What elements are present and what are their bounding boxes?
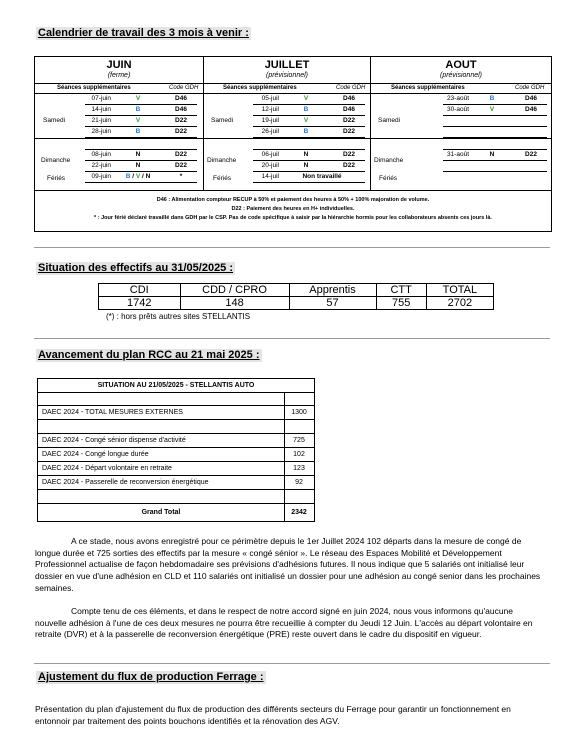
label-feries: Fériés: [213, 175, 232, 182]
slash: /: [130, 173, 136, 180]
date-cell: 09-juin: [85, 172, 111, 183]
code-gdh-header: Code GDH: [336, 85, 366, 91]
team-cell: N: [279, 150, 333, 161]
non-travaille-cell: Non travaillé: [279, 172, 365, 183]
ferrage-heading: Ajustement du flux de production Ferrage :: [38, 671, 264, 683]
team-cell: V: [469, 105, 515, 116]
code-cell: D22: [333, 127, 365, 138]
code-cell: D46: [165, 94, 197, 105]
label-samedi: Samedi: [378, 117, 401, 124]
code-cell: D46: [515, 94, 547, 105]
rcc-value: 123: [293, 465, 305, 472]
rcc-label: DAEC 2024 - TOTAL MESURES EXTERNES: [42, 409, 183, 416]
month-status: (prévisionnel): [439, 72, 483, 79]
month-juin-header: [35, 57, 204, 84]
seances-header: Séances supplémentaires: [391, 85, 465, 91]
rcc-value: 725: [293, 437, 305, 444]
code-cell: D46: [333, 105, 365, 116]
date-cell: 28-juin: [85, 127, 111, 138]
code-cell: D22: [165, 150, 197, 161]
section-separator: [34, 338, 550, 339]
date-cell: 07-juin: [85, 94, 111, 105]
date-cell: 21-juin: [85, 116, 111, 127]
code-cell: *: [165, 172, 197, 183]
rcc-total-label: Grand Total: [141, 509, 181, 516]
team-cell: B: [279, 105, 333, 116]
month-divider: [370, 57, 371, 191]
rcc-total-value: 2342: [291, 509, 307, 516]
paragraph-adhesions: A ce stade, nous avons enregistré pour ce périmètre depuis le 1er Juillet 2024 102 départs dans la mesure de congé de longue durée et 725 sorties des effectifs par la mesure « congé sénior ». Le réseau des Espaces Mobilité et Développement Professionnel actualise de façon hebdomadaire ses prévisions d'adhésions futures. Il nous indique que 5 salariés ont initialisé leur dossier en vue d'une adhésion en CLD et 110 salariés ont initialisé un dossier pour une adhésion au congé senior dans les prochaines semaines.: [35, 536, 541, 593]
header-cdi: CDI: [99, 284, 181, 297]
label-samedi: Samedi: [211, 117, 234, 124]
date-cell: 12-juil: [253, 105, 279, 116]
team-cell: N: [111, 161, 165, 172]
team-cell: V: [279, 116, 333, 127]
rcc-row: [38, 462, 314, 476]
team-cell: N: [469, 150, 515, 161]
label-dimanche: Dimanche: [374, 157, 404, 164]
code-cell: D46: [333, 94, 365, 105]
date-cell: 31-août: [443, 150, 469, 161]
date-cell: 20-juil: [253, 161, 279, 172]
empty-row: [253, 139, 365, 150]
note-star: * : Jour férié déclaré travaillé dans GDH par le CSP. Pas de code spécifique à saisir par la hiérarchie hormis pour les collaborateurs absents ces jours là.: [94, 215, 492, 221]
label-feries: Fériés: [379, 175, 398, 182]
code-cell: D22: [333, 150, 365, 161]
label-feries: Fériés: [47, 175, 66, 182]
effectifs-footnote: (*) : hors prêts autres sites STELLANTIS: [106, 312, 251, 321]
rcc-value: 102: [293, 451, 305, 458]
code-cell: D22: [165, 127, 197, 138]
date-cell: 19-juil: [253, 116, 279, 127]
team-b: B: [125, 173, 131, 180]
rcc-title: SITUATION AU 21/05/2025 - STELLANTIS AUTO: [38, 379, 314, 393]
label-samedi: Samedi: [43, 117, 66, 124]
empty-row: [443, 139, 547, 150]
code-cell: D22: [165, 116, 197, 127]
effectifs-value-row: [99, 297, 494, 310]
note-d22: D22 : Paiement des heures en H+ individuelles.: [231, 206, 355, 212]
empty-row: [443, 161, 547, 172]
label-dimanche: Dimanche: [207, 157, 237, 164]
empty-row: [38, 420, 314, 434]
month-aout-header: [371, 57, 551, 84]
rcc-value: 92: [295, 479, 303, 486]
code-gdh-header: Code GDH: [169, 85, 199, 91]
empty-row: [443, 116, 547, 127]
section-separator: [34, 663, 550, 664]
code-cell: D22: [165, 161, 197, 172]
team-cell: N: [111, 150, 165, 161]
value-ctt: 755: [376, 297, 426, 310]
date-cell: 22-juin: [85, 161, 111, 172]
date-cell: 23-août: [443, 94, 469, 105]
date-cell: 30-août: [443, 105, 469, 116]
rcc-label: DAEC 2024 - Départ volontaire en retraite: [42, 465, 172, 472]
team-cell: B: [111, 105, 165, 116]
month-divider: [203, 57, 204, 191]
rcc-label: DAEC 2024 - Congé sénior dispense d'activité: [42, 437, 186, 444]
team-v: V: [135, 173, 141, 180]
month-status: (prévisionnel): [265, 72, 309, 79]
rcc-row: [38, 448, 314, 462]
label-dimanche: Dimanche: [41, 157, 71, 164]
value-apprentis: 57: [289, 297, 376, 310]
value-cdi: 1742: [99, 297, 181, 310]
section-separator: [34, 247, 550, 248]
month-name: AOUT: [445, 59, 477, 71]
month-juillet-header: [204, 57, 371, 84]
team-cell: V: [279, 94, 333, 105]
code-gdh-header: Code GDH: [515, 85, 545, 91]
rcc-row: [38, 476, 314, 490]
empty-row: [38, 392, 314, 406]
code-cell: D46: [515, 105, 547, 116]
empty-row: [85, 139, 197, 150]
effectifs-heading: Situation des effectifs au 31/05/2025 :: [38, 262, 234, 274]
month-status: (ferme): [107, 72, 131, 79]
month-name: JUIN: [106, 59, 132, 71]
rcc-label: DAEC 2024 - Congé longue durée: [42, 451, 149, 458]
code-cell: D22: [333, 161, 365, 172]
code-cell: D46: [165, 105, 197, 116]
team-cell: [111, 172, 165, 183]
seances-header: Séances supplémentaires: [57, 85, 131, 91]
month-name: JUILLET: [264, 59, 310, 71]
header-ctt: CTT: [376, 284, 426, 297]
effectifs-header-row: [99, 284, 494, 297]
slash: /: [140, 173, 146, 180]
calendar-heading: Calendrier de travail des 3 mois à venir :: [38, 27, 249, 39]
team-cell: B: [279, 127, 333, 138]
header-total: TOTAL: [426, 284, 493, 297]
date-cell: 14-juin: [85, 105, 111, 116]
rcc-label: DAEC 2024 - Passerelle de reconversion énergétique: [42, 479, 209, 486]
rcc-row: [38, 406, 314, 420]
empty-row: [443, 127, 547, 138]
value-total: 2702: [426, 297, 493, 310]
date-cell: 26-juil: [253, 127, 279, 138]
rcc-heading: Avancement du plan RCC au 21 mai 2025 :: [38, 349, 260, 361]
note-d46: D46 : Alimentation compteur RECUP à 50% et paiement des heures à 50% + 100% majoration de volume.: [156, 197, 430, 203]
team-cell: V: [111, 116, 165, 127]
team-cell: B: [111, 127, 165, 138]
rcc-row: [38, 434, 314, 448]
code-cell: D22: [333, 116, 365, 127]
team-cell: V: [111, 94, 165, 105]
team-n: N: [145, 173, 151, 180]
rcc-table: [37, 378, 315, 522]
effectifs-table: [98, 283, 494, 310]
paragraph-accord: Compte tenu de ces éléments, et dans le respect de notre accord signé en juin 2024, nous vous informons qu'aucune nouvelle adhésion à l'une de ces deux mesures ne pourra être recueillie à compter du Jeudi 12 Juin. L'accès au départ volontaire en retraite (DVR) et à la passerelle de reconversion énergétique (PRE) reste ouvert dans le cadre du dispositif en vigueur.: [35, 606, 533, 640]
value-cdd: 148: [180, 297, 289, 310]
date-cell: 06-juil: [253, 150, 279, 161]
header-apprentis: Apprentis: [289, 284, 376, 297]
paragraph-ferrage: Présentation du plan d'ajustement du flux de production des différents secteurs du Ferrage pour garantir un fonctionnement en entonnoir par traitement des points bouchons identifiés et la rénovation des AGV.: [35, 704, 511, 726]
date-cell: 14-juil: [253, 172, 279, 183]
grid-bottom: [35, 190, 551, 191]
rcc-total-row: [38, 506, 314, 519]
team-cell: B: [469, 94, 515, 105]
empty-row: [38, 490, 314, 504]
date-cell: 08-juin: [85, 150, 111, 161]
header-cdd: CDD / CPRO: [180, 284, 289, 297]
date-cell: 05-juil: [253, 94, 279, 105]
team-cell: N: [279, 161, 333, 172]
calendar-table: [34, 56, 552, 232]
code-cell: D22: [515, 150, 547, 161]
rcc-value: 1300: [291, 409, 307, 416]
seances-header: Séances supplémentaires: [223, 85, 297, 91]
